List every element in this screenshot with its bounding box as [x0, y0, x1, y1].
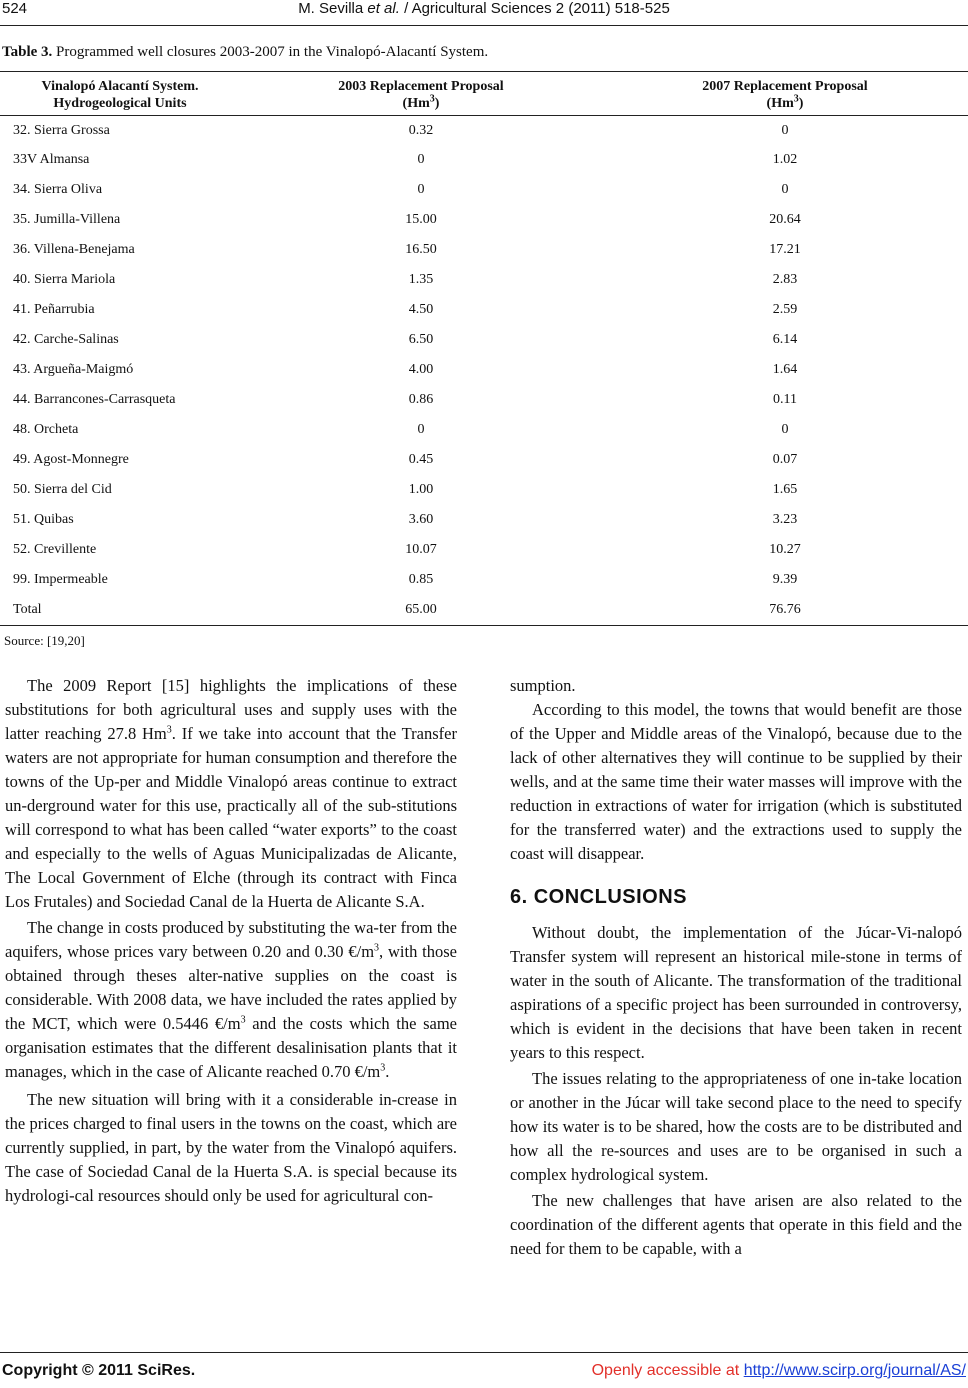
table-row: [0, 175, 968, 205]
cell-2003: 0: [417, 152, 425, 167]
cell-unit: 50. Sierra del Cid: [13, 482, 112, 497]
table-row: [0, 145, 968, 175]
cell-2007: 0.07: [772, 452, 798, 467]
header-2003: [240, 72, 602, 116]
cell-2003: 4.50: [408, 302, 434, 317]
table-row: [0, 235, 968, 265]
table-row: [0, 116, 968, 146]
table-source: Source: [19,20]: [4, 633, 85, 648]
table-row: [0, 295, 968, 325]
cell-unit: 36. Villena-Benejama: [13, 242, 135, 257]
table-header-row: [0, 72, 968, 116]
cell-2003: 0.85: [408, 572, 434, 587]
cell-unit: 51. Quibas: [13, 512, 74, 527]
paragraph: The 2009 Report [15] highlights the implications of these substitutions for both agricultural uses and supply uses with the latter reaching 27.8 Hm$^3$. If we take into account that the Transfer waters are not appropriate for human consumption and therefore the towns of the Up-per and Middle Vinalopó areas continue to extract un-derground water for this use, practically all of the sub-stitutions will correspond to what has been called “water exports” to the coast and especially to the wells of Aguas Municipalizadas de Alicante, The Local Government of Elche (through its contract with Finca Los Frutales) and Sociedad Canal de la Huerta de Alicante S.A.: [5, 676, 457, 911]
table-row: [0, 205, 968, 235]
cell-unit: 34. Sierra Oliva: [13, 182, 103, 197]
cell-2003: 10.07: [405, 542, 437, 557]
table-row: [0, 595, 968, 626]
cell-2007: 6.14: [772, 332, 798, 347]
cell-2007: 1.02: [772, 152, 798, 167]
paragraph: The new challenges that have arisen are also related to the coordination of the different agents that operate in this field and the need for them to be capable, with a: [510, 1191, 962, 1258]
cell-2007: 10.27: [769, 542, 801, 557]
table-row: [0, 445, 968, 475]
paragraph: The issues relating to the appropriateness of one in-take location or another in the Júcar will take second place to the need to specify how its water is to be shared, how the costs are to be distributed and how all the re-sources and uses are to be organised in such a complex hydrological system.: [510, 1069, 962, 1184]
running-title: [0, 0, 968, 17]
cell-unit: 41. Peñarrubia: [13, 302, 95, 317]
cell-2007: 9.39: [772, 572, 798, 587]
cell-2003: 3.60: [408, 512, 434, 527]
well-closures-table: [0, 71, 968, 626]
table-row: [0, 565, 968, 595]
table-caption: [2, 44, 488, 61]
header-rule: [0, 25, 968, 26]
body-column-right: [510, 674, 962, 1261]
cell-2003: 15.00: [405, 212, 437, 227]
cell-2007: 2.83: [772, 272, 798, 287]
running-header: [0, 0, 968, 26]
paragraph: The change in costs produced by substituting the wa-ter from the aquifers, whose prices vary between 0.20 and 0.30 $€/m^3$, with those obtained through theses alter-native supplies on the coast is considerable. With 2008 data, we have included the rates applied by the MCT, which were 0.5446 $€/m^3$ and the costs which the same organisation estimates that the different desalinisation plants that it manages, which in the case of Alicante reached 0.70 $€/m^3$.: [5, 918, 457, 1081]
header-2007-unit: (Hm$^3$): [766, 93, 804, 111]
cell-2003: 1.00: [408, 482, 434, 497]
table-row: [0, 415, 968, 445]
journal-link[interactable]: http://www.scirp.org/journal/AS/: [743, 1362, 966, 1379]
table-row: [0, 505, 968, 535]
table-row: [0, 325, 968, 355]
table-body: [0, 116, 968, 626]
paragraph: According to this model, the towns that would benefit are those of the Upper and Middle areas of the Vinalopó, because due to the lack of other alternatives they will continue to be supplied by their wells, and at the same time their water masses will improve with the reduction in extractions of water for irrigation (which is substituted for the transferred water) and the extractions used to supply the coast will disappear.: [510, 700, 962, 863]
cell-2007: 0: [781, 122, 789, 138]
header-units: [0, 72, 240, 116]
cell-unit: 43. Argueña-Maigmó: [13, 362, 134, 377]
header-2007: [602, 72, 968, 116]
cell-unit: Total: [0, 595, 240, 626]
cell-2007: 3.23: [772, 512, 798, 527]
cell-2007: 0.11: [773, 392, 797, 407]
paragraph: Without doubt, the implementation of the Júcar-Vi-nalopó Transfer system will represent an historical mile-stone in terms of water in the south of Alicante. The transformation of the traditional aspirations of a specific project has been surrounded in controversy, which is evident in the decisions that have been taken in recent years to this respect.: [510, 923, 962, 1062]
body-column-left: [5, 674, 457, 1208]
cell-2003: 6.50: [408, 332, 434, 347]
header-authors: M. Sevilla: [298, 0, 368, 17]
page-number: 524: [2, 0, 28, 17]
cell-2007: 2.59: [772, 302, 798, 317]
cell-2003: 0: [417, 422, 425, 437]
cell-2003: 16.50: [405, 242, 437, 257]
header-journal: / Agricultural Sciences 2 (2011) 518-525: [399, 0, 670, 17]
cell-unit: 35. Jumilla-Villena: [13, 212, 121, 227]
cell-unit: 48. Orcheta: [13, 422, 79, 437]
cell-2003: 4.00: [408, 362, 434, 377]
cell-2003: 0.45: [408, 452, 434, 467]
header-et-al: et al.: [367, 0, 400, 17]
cell-unit: 32. Sierra Grossa: [13, 122, 110, 138]
table-row: [0, 475, 968, 505]
cell-unit: 44. Barrancones-Carrasqueta: [13, 392, 176, 407]
header-2007-line1: 2007 Replacement Proposal: [702, 79, 868, 94]
cell-unit: 49. Agost-Monnegre: [13, 452, 129, 467]
cell-2003: 1.35: [408, 272, 434, 287]
open-access-notice: Openly accessible at http://www.scirp.org/journal/AS/: [591, 1362, 966, 1379]
cell-2007: 0: [781, 182, 789, 197]
cell-unit: 42. Carche-Salinas: [13, 332, 119, 347]
cell-unit: 52. Crevillente: [13, 542, 97, 557]
table-row: [0, 535, 968, 565]
cell-2007: 17.21: [769, 242, 801, 257]
table-row: [0, 265, 968, 295]
cell-unit: 99. Impermeable: [13, 572, 108, 587]
footer-rule: [0, 1352, 968, 1353]
cell-2003: 0: [417, 182, 425, 197]
header-units-line1: Vinalopó Alacantí System.: [41, 79, 199, 94]
section-heading: 6. CONCLUSIONS: [510, 886, 688, 908]
cell-2003: 65.00: [240, 595, 602, 626]
table-caption-label: Table 3.: [2, 44, 53, 60]
cell-unit: 40. Sierra Mariola: [13, 272, 116, 287]
table-caption-text: Programmed well closures 2003-2007 in the Vinalopó-Alacantí System.: [52, 44, 489, 60]
cell-2007: 1.65: [772, 482, 798, 497]
header-units-line2: Hydrogeological Units: [53, 96, 187, 111]
cell-unit: 33V Almansa: [13, 152, 90, 167]
cell-2007: 20.64: [769, 212, 801, 227]
cell-2007: 0: [781, 422, 789, 437]
cell-2007: 1.64: [772, 362, 798, 377]
header-2003-unit: (Hm$^3$): [402, 93, 440, 111]
paragraph: sumption.: [510, 676, 576, 695]
cell-2003: 0.86: [408, 392, 434, 407]
table-row: [0, 355, 968, 385]
table-row: [0, 385, 968, 415]
cell-2007: 76.76: [602, 595, 968, 626]
header-2003-line1: 2003 Replacement Proposal: [338, 79, 504, 94]
copyright-notice: Copyright © 2011 SciRes.: [2, 1362, 196, 1379]
cell-2003: 0.32: [408, 122, 434, 138]
paragraph: The new situation will bring with it a considerable in-crease in the prices charged to final users in the towns on the coast, which are currently supplied, in part, by the water from the Vinalopó aquifers. The case of Sociedad Canal de la Huerta S.A. is special because its hydrologi-cal resources should only be used for agricultural con-: [5, 1090, 457, 1205]
